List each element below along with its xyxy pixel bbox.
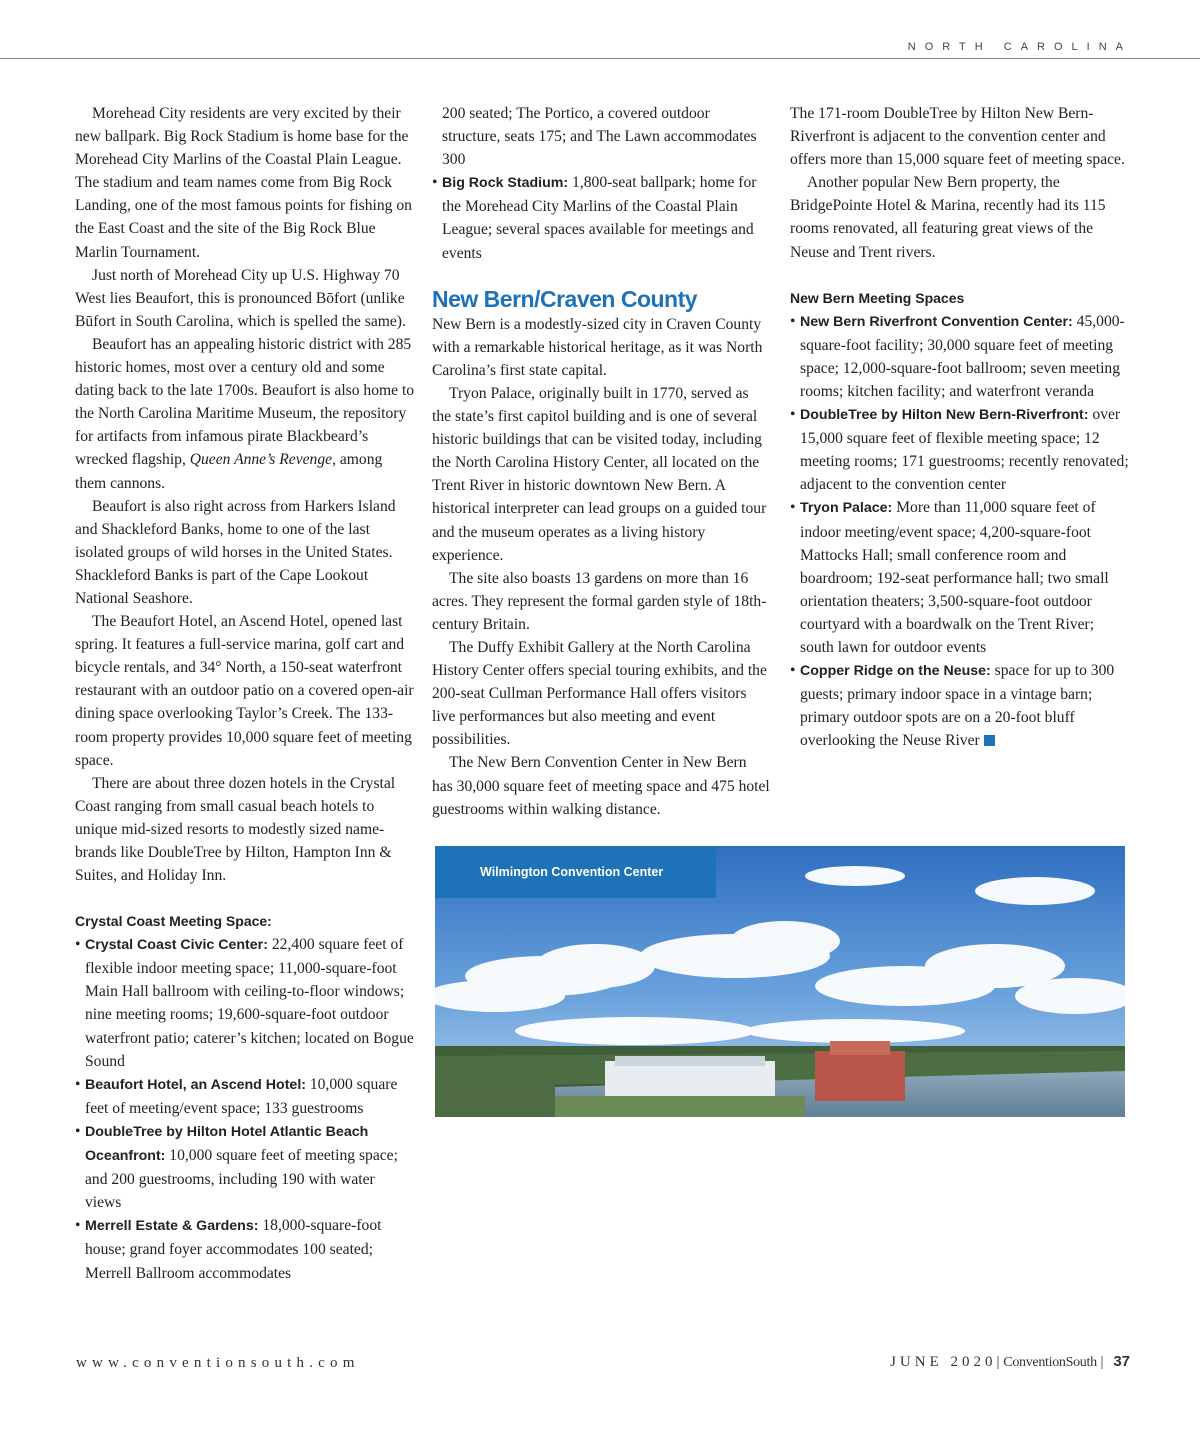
list-item [790,496,1130,659]
list-item [75,1120,415,1214]
venue-details: 18,000-square-foot house; grand foyer accommodates 100 seated; Merrell Ballroom accommodates [85,1217,382,1282]
bullet-icon: • [75,1217,81,1235]
column-1 [75,102,415,1285]
venue-details: 10,000 square feet of meeting space; and 200 guestrooms, including 190 with water views [85,1147,398,1212]
footer-url: www.conventionsouth.com [76,1355,360,1371]
paragraph: There are about three dozen hotels in the Crystal Coast ranging from small casual beach hotels to unique mid-sized resorts to modestly sized name-brands like DoubleTree by Hilton, Hampton Inn & Suites, and Holiday Inn. [75,774,396,885]
subheading-new-bern-spaces: New Bern Meeting Spaces [790,289,965,306]
bullet-icon: • [75,936,81,954]
list-item [432,171,770,264]
end-mark-icon [984,735,995,746]
bullet-list-crystal-coast [75,933,415,1284]
paragraph: The Beaufort Hotel, an Ascend Hotel, opened last spring. It features a full-service marina, golf cart and bicycle rentals, and 34° North, a 150-seat waterfront restaurant with an outdoor patio on a covered open-air dining space overlooking Taylor’s Creek. The 133-room property provides 10,000 square feet of meeting space. [75,613,414,769]
separator: | [996,1354,1000,1370]
venue-name: Copper Ridge on the Neuse: [800,663,991,680]
bullet-icon: • [432,174,438,192]
bullet-icon: • [790,312,796,330]
venue-name: New Bern Riverfront Convention Center: [800,313,1073,330]
separator: | [1100,1354,1104,1370]
venue-name: Tryon Palace: [800,500,893,517]
paragraph: The New Bern Convention Center in New Bern has 30,000 square feet of meeting space and 475 hotel guestrooms within walking distance. [432,754,770,818]
venue-details: space for up to 300 guests; primary indoor space in a vintage barn; primary outdoor spots are on a 20-foot bluff overlooking the Neuse River [800,662,1115,750]
venue-name: Merrell Estate & Gardens: [85,1218,259,1235]
paragraph: New Bern is a modestly-sized city in Craven County with a remarkable historical heritage, as it was North Carolina’s first state capital. [432,315,763,379]
venue-details: 10,000 square feet of meeting/event space; 133 guestrooms [85,1075,398,1117]
paragraph: Morehead City residents are very excited by their new ballpark. Big Rock Stadium is home base for the Morehead City Marlins of the Coastal Plain League. The stadium and team names come from Big Rock Landing, one of the most famous points for fishing on the East Coast and the site of the Big Rock Blue Marlin Tournament. [75,105,412,261]
list-item [790,403,1130,496]
issue-date: JUNE 2020 [890,1354,997,1370]
list-item [75,1214,415,1284]
photo-caption-box [435,846,716,898]
venue-details: 22,400 square feet of flexible indoor meeting space; 11,000-square-foot Main Hall ballroom with ceiling-to-floor windows; nine meeting rooms; 19,600-square-foot outdoor waterfront patio; caterer’s kitchen; located on Bogue Sound [85,936,414,1070]
page-number: 37 [1113,1353,1130,1370]
list-item [790,659,1130,752]
venue-name: Beaufort Hotel, an Ascend Hotel: [85,1076,306,1093]
venue-details: over 15,000 square feet of flexible meeting space; 12 meeting rooms; 171 guestrooms; recently renovated; adjacent to the convention center [800,406,1129,494]
list-item [75,1073,415,1120]
section-label: NORTH CAROLINA [907,41,1132,53]
bullet-icon: • [75,1075,81,1093]
subheading-crystal-coast: Crystal Coast Meeting Space: [75,913,272,930]
venue-name: DoubleTree by Hilton Hotel Atlantic Beach Oceanfront: [85,1123,369,1165]
bullet-icon: • [790,406,796,424]
photo-caption: Wilmington Convention Center [480,865,664,879]
paragraph: Beaufort is also right across from Harkers Island and Shackleford Banks, home to one of the last isolated groups of wild horses in the United States. Shackleford Banks is part of the Cape Lookout National Seashore. [75,497,396,607]
bullet-icon: • [790,499,796,517]
paragraph: The site also boasts 13 gardens on more than 16 acres. They represent the formal garden style of 18th-century Britain. [432,569,767,633]
bullet-list-new-bern [790,310,1130,753]
paragraph: Tryon Palace, originally built in 1770, served as the state’s first capitol building and is one of several historic buildings that can be visited today, including the North Carolina History Center, all located on the Trent River in historic downtown New Bern. A historical interpreter can lead groups on a guided tour and the museum operates as a living history experience. [432,384,767,564]
paragraph: The Duffy Exhibit Gallery at the North Carolina History Center offers special touring exhibits, and the 200-seat Cullman Performance Hall offers visitors live performances but also meeting and event possibilities. [432,638,767,749]
header-rule [0,58,1200,59]
bullet-icon: • [790,662,796,680]
paragraph [75,333,415,495]
venue-details: 45,000-square-foot facility; 30,000 square feet of meeting space; 12,000-square-foot ballroom; seven meeting rooms; kitchen facility; and waterfront veranda [800,312,1125,400]
paragraph: Another popular New Bern property, the BridgePointe Hotel & Marina, recently had its 115 rooms renovated, all featuring great views of the Neuse and Trent rivers. [790,174,1106,261]
list-item [790,310,1130,403]
venue-details: More than 11,000 square feet of indoor meeting/event space; 4,200-square-foot Mattocks Hall; small conference room and boardroom; 192-seat performance hall; two small orientation theaters; 3,500-square-foot outdoor courtyard with a boardwalk on the Trent River; south lawn for outdoor events [800,499,1109,656]
text-span: Beaufort has an appealing historic district with 285 historic homes, most over a century old and some dating back to the late 1700s. Beaufort is also home to the North Carolina Maritime Museum, the repository for artifacts from infamous pirate Blackbeard’s wrecked flagship, [75,335,415,469]
column-2 [432,102,770,821]
bullet-list-big-rock [432,171,770,264]
footer-folio [890,1353,1130,1371]
venue-name: Big Rock Stadium: [442,175,569,192]
venue-details: 1,800-seat ballpark; home for the Morehead City Marlins of the Coastal Plain League; several spaces available for meetings and events [442,174,757,262]
venue-name: DoubleTree by Hilton New Bern-Riverfront: [800,407,1089,424]
section-heading-new-bern: New Bern/Craven County [432,285,698,312]
column-3 [790,102,1130,752]
continued-text: 200 seated; The Portico, a covered outdoor structure, seats 175; and The Lawn accommodates 300 [442,105,757,169]
paragraph: The 171-room DoubleTree by Hilton New Bern-Riverfront is adjacent to the convention center and offers more than 15,000 square feet of meeting space. [790,105,1125,169]
list-item [75,933,415,1073]
text-span: , among them cannons. [75,451,383,492]
paragraph: Just north of Morehead City up U.S. Highway 70 West lies Beaufort, this is pronounced Bōfort (unlike Būfort in South Carolina, which is spelled the same). [75,266,406,330]
ship-name: Queen Anne’s Revenge [189,451,333,469]
venue-name: Crystal Coast Civic Center: [85,937,268,954]
publication-name: ConventionSouth [1003,1355,1097,1370]
bullet-icon: • [75,1122,81,1140]
